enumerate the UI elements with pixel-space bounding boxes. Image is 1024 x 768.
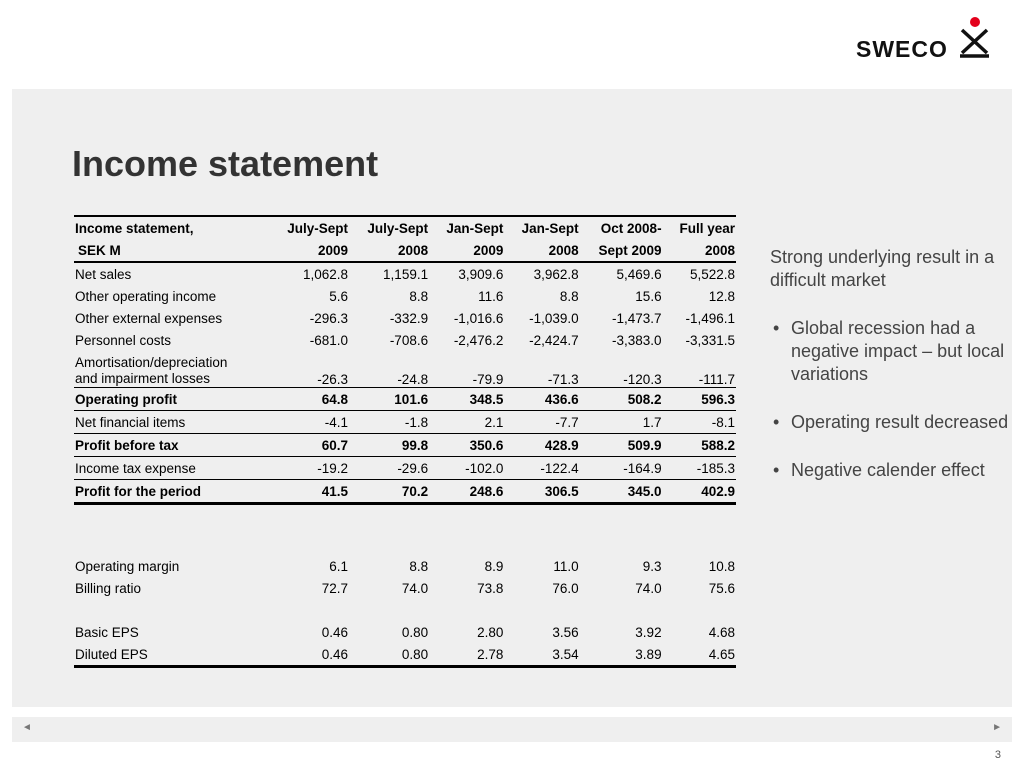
row-label: Net sales xyxy=(75,266,132,282)
table-cell: -19.2 xyxy=(269,457,349,480)
header-cell: 2009 xyxy=(429,239,504,262)
page-title: Income statement xyxy=(72,143,379,184)
table-row xyxy=(74,307,736,329)
header-cell: 2009 xyxy=(269,239,349,262)
table-cell: 3,909.6 xyxy=(458,266,504,282)
commentary-list xyxy=(770,246,1010,507)
table-header-row xyxy=(74,239,736,262)
sweco-logo xyxy=(856,16,996,66)
table-cell: 5,522.8 xyxy=(689,266,735,282)
table-cell: -708.6 xyxy=(389,332,429,348)
table-cell: -2,424.7 xyxy=(529,332,579,348)
table-cell: -2,476.2 xyxy=(453,332,504,348)
sweco-star-icon xyxy=(956,16,992,60)
header-cell: Full year xyxy=(663,216,736,239)
table-row xyxy=(74,329,736,351)
bullet-item: • Global recession had a negative impact – but local variations xyxy=(770,317,1010,386)
header-cell: SEK M xyxy=(74,239,269,262)
table-row xyxy=(74,388,736,411)
table-cell: 348.5 xyxy=(429,388,504,411)
table-cell: 8.8 xyxy=(559,288,579,304)
table-cell: 436.6 xyxy=(504,388,579,411)
header-cell: Sept 2009 xyxy=(580,239,663,262)
table-cell: 76.0 xyxy=(552,580,579,596)
table-cell: -71.3 xyxy=(504,351,579,388)
table-cell: -102.0 xyxy=(429,457,504,480)
header-cell: 2008 xyxy=(349,239,429,262)
table-cell: 5.6 xyxy=(329,288,349,304)
table-cell: -1,039.0 xyxy=(529,310,579,326)
table-cell: 101.6 xyxy=(349,388,429,411)
table-cell: 11.6 xyxy=(478,288,504,304)
header-cell: July-Sept xyxy=(269,216,349,239)
table-row xyxy=(74,457,736,480)
table-cell: 10.8 xyxy=(708,558,735,574)
table-cell: -3,331.5 xyxy=(685,332,735,348)
table-cell: 2.1 xyxy=(429,411,504,434)
row-label: Other external expenses xyxy=(75,310,223,326)
page-number: 3 xyxy=(994,749,1001,761)
table-cell: -1,016.6 xyxy=(453,310,504,326)
table-spacer xyxy=(74,599,736,621)
table-cell: 3.56 xyxy=(552,624,579,640)
table-cell: 428.9 xyxy=(504,434,579,457)
table-cell: -120.3 xyxy=(580,351,663,388)
table-cell: 345.0 xyxy=(580,480,663,504)
table-row xyxy=(74,643,736,667)
table-cell: 8.9 xyxy=(484,558,504,574)
triangle-right-icon[interactable]: ► xyxy=(992,722,1002,733)
table-cell: 73.8 xyxy=(477,580,504,596)
table-row xyxy=(74,555,736,577)
row-label: Billing ratio xyxy=(75,580,142,596)
table-cell: -185.3 xyxy=(663,457,736,480)
table-cell: -29.6 xyxy=(349,457,429,480)
table-row xyxy=(74,285,736,307)
table-cell: 306.5 xyxy=(504,480,579,504)
table-cell: -79.9 xyxy=(429,351,504,388)
row-label: Other operating income xyxy=(75,288,217,304)
header-cell: 2008 xyxy=(663,239,736,262)
table-cell: 64.8 xyxy=(269,388,349,411)
row-label: Profit before tax xyxy=(74,434,269,457)
table-cell: 402.9 xyxy=(663,480,736,504)
slide-nav-bar xyxy=(12,717,1012,742)
table-cell: 11.0 xyxy=(553,558,579,574)
table-cell: 0.80 xyxy=(401,624,429,640)
row-label: Operating profit xyxy=(74,388,269,411)
table-cell: 508.2 xyxy=(580,388,663,411)
table-cell: 1,159.1 xyxy=(383,266,429,282)
header-cell: Jan-Sept xyxy=(429,216,504,239)
row-label: Personnel costs xyxy=(75,332,172,348)
table-cell: -4.1 xyxy=(269,411,349,434)
table-cell: 8.8 xyxy=(409,558,429,574)
table-cell: 2.78 xyxy=(429,643,504,667)
logo-wordmark: SWECO xyxy=(856,36,948,62)
table-row xyxy=(74,411,736,434)
table-cell: 596.3 xyxy=(663,388,736,411)
row-label: Net financial items xyxy=(74,411,269,434)
slide-panel xyxy=(12,89,1012,707)
table-cell: 99.8 xyxy=(349,434,429,457)
table-cell: 74.0 xyxy=(635,580,662,596)
table-cell: 74.0 xyxy=(401,580,429,596)
table-cell: 5,469.6 xyxy=(616,266,662,282)
table-cell: -1,473.7 xyxy=(612,310,662,326)
table-cell: 0.46 xyxy=(321,624,349,640)
table-cell: 588.2 xyxy=(663,434,736,457)
header-cell: July-Sept xyxy=(349,216,429,239)
table-spacer xyxy=(74,504,736,556)
table-cell: -122.4 xyxy=(504,457,579,480)
commentary-lead: Strong underlying result in a difficult market xyxy=(770,247,995,290)
table-cell: 3,962.8 xyxy=(533,266,579,282)
table-cell: 4.68 xyxy=(708,624,735,640)
triangle-left-icon[interactable]: ◄ xyxy=(22,722,32,733)
table-cell: 3.54 xyxy=(504,643,579,667)
row-label: Profit for the period xyxy=(74,480,269,504)
table-cell: 15.6 xyxy=(635,288,662,304)
row-label-line: Amortisation/depreciation xyxy=(75,355,228,370)
table-cell: 2.80 xyxy=(477,624,504,640)
table-cell: 509.9 xyxy=(580,434,663,457)
table-cell: 6.1 xyxy=(329,558,349,574)
table-cell: 3.92 xyxy=(635,624,662,640)
table-cell: 1,062.8 xyxy=(303,266,349,282)
row-label-line: and impairment losses xyxy=(75,371,211,386)
table-cell: 4.65 xyxy=(663,643,736,667)
table-cell: -7.7 xyxy=(504,411,579,434)
table-cell: -164.9 xyxy=(580,457,663,480)
table-cell: -26.3 xyxy=(269,351,349,388)
table-cell: 3.89 xyxy=(580,643,663,667)
table-row xyxy=(74,351,736,388)
table-row xyxy=(74,262,736,285)
row-label: Operating margin xyxy=(75,558,180,574)
table-cell: -1,496.1 xyxy=(685,310,735,326)
table-cell: 248.6 xyxy=(429,480,504,504)
bullet-item: • Operating result decreased xyxy=(770,411,1010,434)
table-cell: 1.7 xyxy=(580,411,663,434)
table-cell: 9.3 xyxy=(642,558,662,574)
table-row xyxy=(74,480,736,504)
bullet-item: • Negative calender effect xyxy=(770,459,1010,482)
row-label: Income tax expense xyxy=(74,457,269,480)
table-cell: 60.7 xyxy=(269,434,349,457)
header-cell: 2008 xyxy=(504,239,579,262)
table-cell: -8.1 xyxy=(663,411,736,434)
table-cell: 0.46 xyxy=(269,643,349,667)
row-label: Basic EPS xyxy=(75,624,139,640)
table-row xyxy=(74,621,736,643)
table-cell: -24.8 xyxy=(349,351,429,388)
table-row xyxy=(74,434,736,457)
table-cell: 0.80 xyxy=(349,643,429,667)
row-label: Diluted EPS xyxy=(74,643,269,667)
table-cell: 72.7 xyxy=(321,580,349,596)
row-label xyxy=(74,351,269,388)
table-cell: -296.3 xyxy=(309,310,349,326)
table-cell: -3,383.0 xyxy=(612,332,662,348)
table-row xyxy=(74,577,736,599)
header-cell: Oct 2008- xyxy=(580,216,663,239)
table-cell: -681.0 xyxy=(309,332,349,348)
table-cell: 70.2 xyxy=(349,480,429,504)
table-header-row xyxy=(74,216,736,239)
header-cell: Jan-Sept xyxy=(504,216,579,239)
table-cell: 350.6 xyxy=(429,434,504,457)
income-statement-table xyxy=(74,215,736,668)
table-cell: -332.9 xyxy=(389,310,429,326)
header-cell: Income statement, xyxy=(74,216,269,239)
table-cell: 41.5 xyxy=(269,480,349,504)
table-cell: 8.8 xyxy=(409,288,429,304)
table-cell: 12.8 xyxy=(708,288,735,304)
table-cell: -111.7 xyxy=(663,351,736,388)
table-cell: 75.6 xyxy=(708,580,735,596)
table-cell: -1.8 xyxy=(349,411,429,434)
